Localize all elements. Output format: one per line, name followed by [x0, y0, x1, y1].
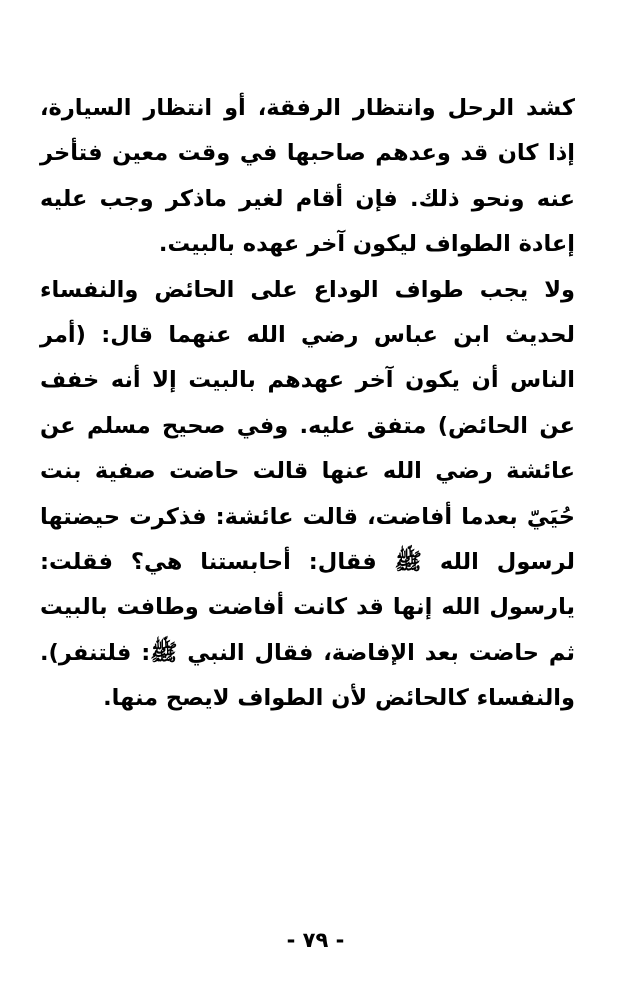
page-number: - ٧٩ - — [286, 928, 345, 952]
paragraph-2: ولا يجب طواف الوداع على الحائض والنفساء لحديث ابن عباس رضي الله عنهما قال: (أمر الناس أن يكون آخر عهدهم بالبيت إلا أنه خفف عن الحائض) متفق عليه. وفي صحيح مسلم عن عائشة رضي الله عنها قالت حاضت صفية بنت حُيَيّ بعدما أفاضت، قالت عائشة: فذكرت حيضتها لرسول الله ﷺ فقال: أحابستنا هي؟ فقلت: يارسول الله إنها قد كانت أفاضت وطافت بالبيت ثم حاضت بعد الإفاضة، فقال النبي ﷺ: فلتنفر). والنفساء كالحائض لأن الطواف لايصح منها. — [40, 276, 575, 712]
body-text — [40, 86, 575, 722]
paragraph-1: كشد الرحل وانتظار الرفقة، أو انتظار السيارة، إذا كان قد وعدهم صاحبها في وقت معين فتأخر عنه ونحو ذلك. فإن أقام لغير ماذكر وجب عليه إعادة الطواف ليكون آخر عهده بالبيت. — [40, 95, 575, 258]
